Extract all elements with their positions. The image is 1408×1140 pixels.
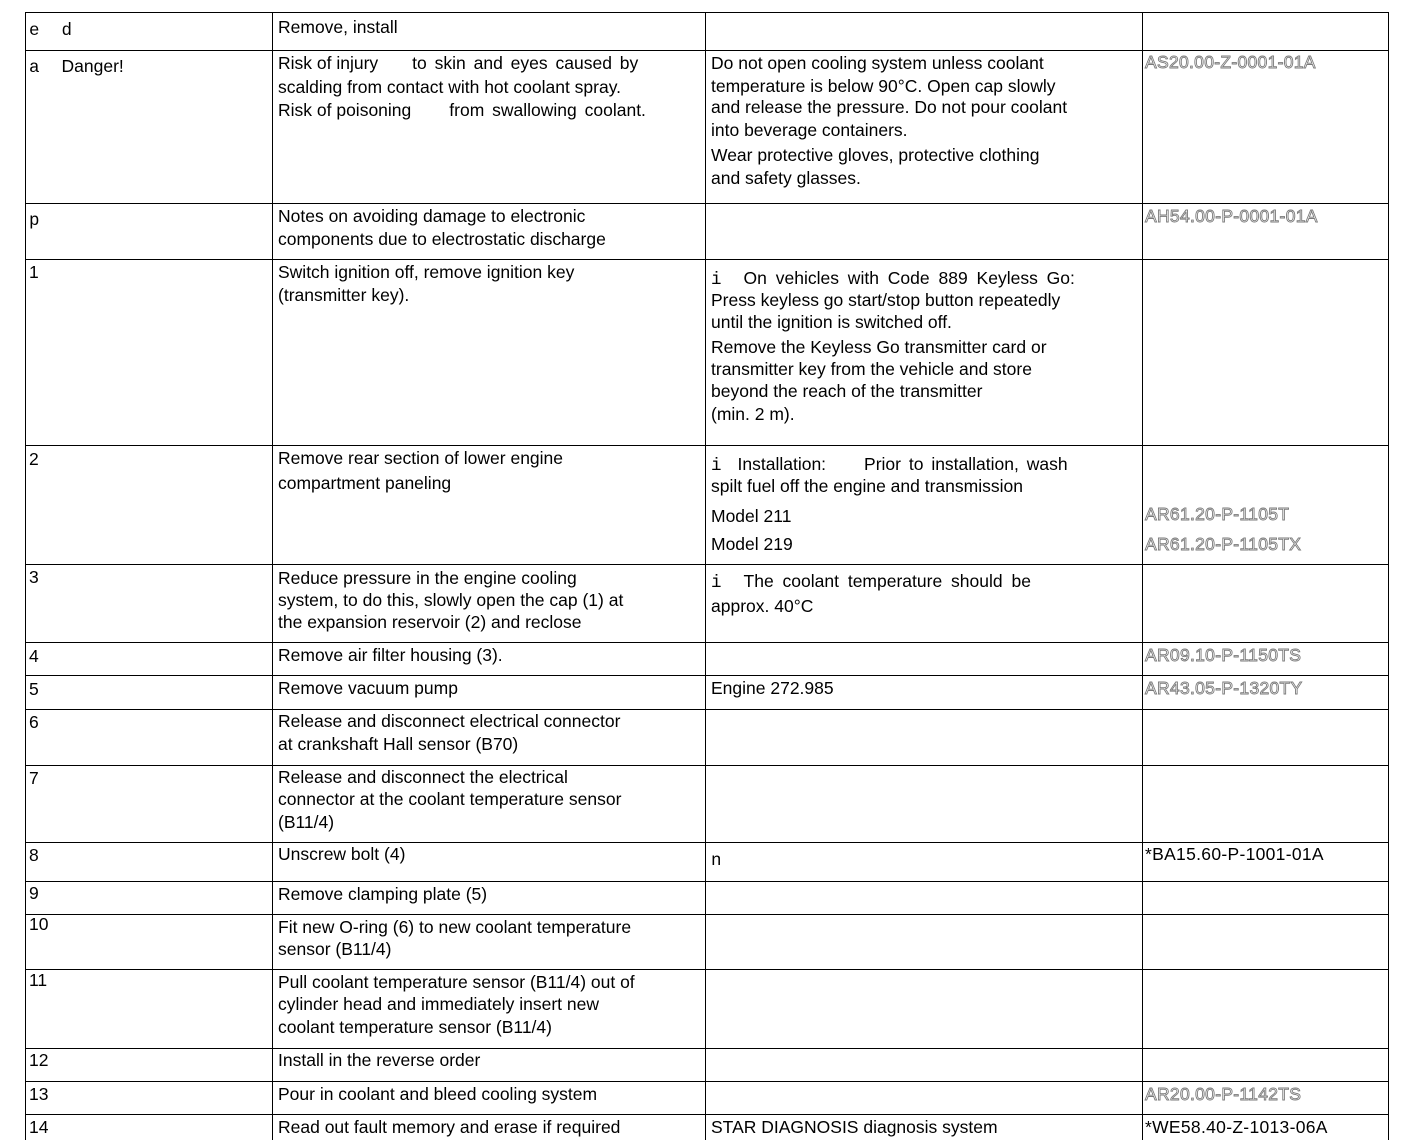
work-step-text: Risk of poisoning from swallowing coolant. (278, 100, 646, 120)
row-divider (25, 1081, 1389, 1082)
row-divider (25, 203, 1389, 204)
document-reference-link[interactable]: *WE58.40-Z-1013-06A (1145, 1117, 1328, 1137)
note-text: (min. 2 m). (711, 404, 795, 424)
row-divider (25, 1048, 1389, 1049)
step-number: 12 (29, 1050, 49, 1070)
note-text: Model 219 (711, 534, 793, 554)
column-divider (705, 12, 706, 1140)
note-text: into beverage containers. (711, 120, 908, 140)
work-step-text: Unscrew bolt (4) (278, 844, 406, 864)
note-text: i The coolant temperature should be (711, 571, 1031, 593)
document-reference-link[interactable]: AR61.20-P-1105TX (1145, 534, 1302, 554)
row-step (29, 20, 72, 43)
symbol-install-icon: d (61, 21, 73, 41)
note-text: i Installation: Prior to installation, wash (711, 454, 1068, 476)
procedure-table (25, 12, 1389, 1140)
work-step-text: (transmitter key). (278, 285, 410, 305)
work-step-text: coolant temperature sensor (B11/4) (278, 1017, 552, 1037)
note-text: beyond the reach of the transmitter (711, 381, 983, 401)
note-text: Do not open cooling system unless coolant (711, 53, 1044, 73)
work-step-text: at crankshaft Hall sensor (B70) (278, 734, 519, 754)
work-step-text: Switch ignition off, remove ignition key (278, 262, 575, 282)
note-text: Engine 272.985 (711, 678, 834, 698)
info-icon: i (711, 270, 722, 290)
column-divider (25, 12, 26, 1140)
work-step-text: connector at the coolant temperature sensor (278, 789, 622, 809)
work-step-text: Pour in coolant and bleed cooling system (278, 1084, 598, 1104)
work-step-text: Remove clamping plate (5) (278, 884, 488, 904)
work-step-text: (B11/4) (278, 812, 335, 832)
document-reference-link[interactable]: AR43.05-P-1320TY (1145, 678, 1303, 698)
work-step-text: Read out fault memory and erase if required (278, 1117, 621, 1137)
work-step-text: the expansion reservoir (2) and reclose (278, 612, 582, 632)
note-text: i On vehicles with Code 889 Keyless Go: (711, 268, 1075, 290)
row-divider (25, 564, 1389, 565)
column-divider (1142, 12, 1143, 1140)
work-step-text: Remove vacuum pump (278, 678, 458, 698)
work-step-text: sensor (B11/4) (278, 939, 392, 959)
row-divider (25, 675, 1389, 676)
tightening-torque-icon: n (711, 851, 722, 871)
note-text: temperature is below 90°C. Open cap slowly (711, 76, 1056, 96)
work-step-text: Reduce pressure in the engine cooling (278, 568, 577, 588)
document-reference-link[interactable]: AR61.20-P-1105T (1145, 504, 1290, 524)
row-divider (25, 969, 1389, 970)
row-divider (25, 914, 1389, 915)
table-border-top (25, 12, 1389, 13)
work-step-text: Pull coolant temperature sensor (B11/4) out of (278, 972, 635, 992)
work-step-text: Remove air filter housing (3). (278, 645, 503, 665)
document-reference-link[interactable]: AS20.00-Z-0001-01A (1145, 52, 1316, 72)
row-divider (25, 259, 1389, 260)
row-divider (25, 765, 1389, 766)
symbol-remove-icon: e (29, 21, 40, 41)
step-number: 8 (29, 845, 39, 865)
note-text: Press keyless go start/stop button repeatedly (711, 290, 1061, 310)
work-step-text: components due to electrostatic discharge (278, 229, 606, 249)
note-text: approx. 40°C (711, 596, 814, 616)
step-number: 11 (29, 970, 48, 990)
row-divider (25, 881, 1389, 882)
row-divider (25, 642, 1389, 643)
note-text: Wear protective gloves, protective clothing (711, 145, 1040, 165)
work-step-text: Risk of injury to skin and eyes caused by (278, 53, 639, 73)
document-reference-link[interactable]: AH54.00-P-0001-01A (1145, 206, 1318, 226)
work-step-text: Remove, install (278, 17, 398, 37)
info-icon: i (711, 456, 722, 476)
work-step-text: Remove rear section of lower engine (278, 448, 564, 468)
note-text: Remove the Keyless Go transmitter card or (711, 337, 1047, 357)
step-number: 10 (29, 914, 49, 934)
danger-icon: a (29, 58, 40, 78)
note-text: transmitter key from the vehicle and store (711, 359, 1032, 379)
step-number: 9 (29, 883, 39, 903)
step-number: 14 (29, 1117, 49, 1137)
step-number: 4 (29, 646, 39, 666)
work-step-text: Install in the reverse order (278, 1050, 481, 1070)
work-step-text: Notes on avoiding damage to electronic (278, 206, 586, 226)
work-step-text: Release and disconnect the electrical (278, 767, 568, 787)
note-text: Model 211 (711, 506, 792, 526)
step-number: 2 (29, 449, 39, 469)
step-number: 3 (29, 567, 39, 587)
danger-step (29, 55, 124, 80)
note-text: and release the pressure. Do not pour coolant (711, 97, 1068, 117)
esd-icon: p (29, 211, 40, 231)
document-reference-link[interactable]: *BA15.60-P-1001-01A (1145, 844, 1324, 864)
work-step-text: system, to do this, slowly open the cap (1) at (278, 590, 624, 610)
work-step-text: cylinder head and immediately insert new (278, 994, 599, 1014)
step-number: 13 (29, 1084, 49, 1104)
note-text: and safety glasses. (711, 168, 861, 188)
step-number: 5 (29, 679, 39, 699)
step-number: 7 (29, 768, 39, 788)
step-number: 6 (29, 712, 39, 732)
column-divider (1388, 12, 1389, 1140)
note-text: until the ignition is switched off. (711, 312, 952, 332)
column-divider (272, 12, 273, 1140)
step-number: 1 (29, 262, 39, 282)
work-step-text: scalding from contact with hot coolant spray. (278, 77, 622, 97)
danger-label: Danger! (61, 56, 124, 76)
document-reference-link[interactable]: AR09.10-P-1150TS (1145, 645, 1302, 665)
work-step-text: Fit new O-ring (6) to new coolant temperature (278, 917, 632, 937)
work-step-text: Release and disconnect electrical connector (278, 711, 621, 731)
row-divider (25, 709, 1389, 710)
info-icon: i (711, 573, 722, 593)
row-divider (25, 445, 1389, 446)
row-divider (25, 1114, 1389, 1115)
note-text: STAR DIAGNOSIS diagnosis system (711, 1117, 998, 1137)
document-reference-link[interactable]: AR20.00-P-1142TS (1145, 1084, 1302, 1104)
note-text: spilt fuel off the engine and transmission (711, 476, 1023, 496)
work-step-text: compartment paneling (278, 473, 452, 493)
